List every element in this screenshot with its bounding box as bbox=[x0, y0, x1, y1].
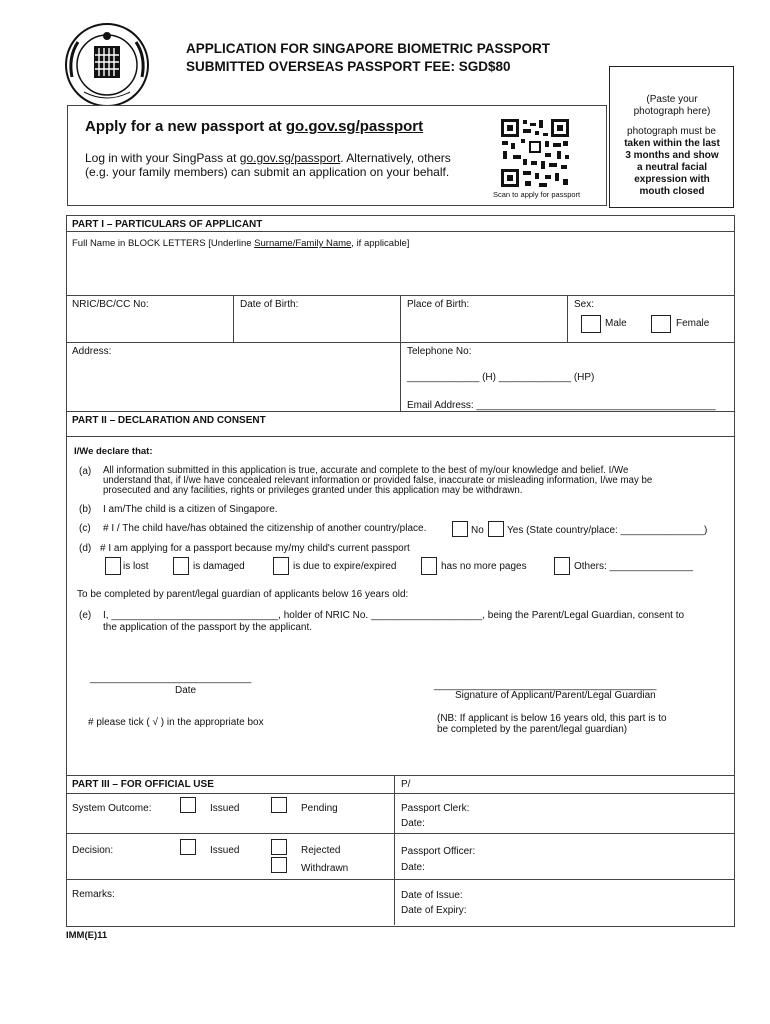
part3-top-divider bbox=[66, 775, 734, 776]
apply-body-prefix: Log in with your SingPass at bbox=[85, 151, 240, 165]
form-title-line2: SUBMITTED OVERSEAS PASSPORT FEE: SGD$80 bbox=[186, 59, 511, 74]
phone-lines[interactable]: _____________ (H) _____________ (HP) bbox=[407, 372, 595, 383]
guardian-note: To be completed by parent/legal guardian of applicants below 16 years old: bbox=[77, 589, 409, 600]
address-input[interactable] bbox=[67, 358, 398, 410]
apply-body-line2: (e.g. your family members) can submit an application on your behalf. bbox=[85, 165, 450, 179]
date-signature-line[interactable]: _____________________________ bbox=[90, 673, 252, 684]
clause-e-line1[interactable]: I, ______________________________, holder of NRIC No. ____________________, being the Parent/Legal Guardian, consent to bbox=[103, 610, 685, 621]
decision-divider bbox=[66, 879, 734, 880]
nric-label: NRIC/BC/CC No: bbox=[72, 299, 149, 310]
damaged-checkbox[interactable] bbox=[173, 557, 189, 575]
clause-a-line1: All information submitted in this application is true, accurate and complete to the best of my/our knowledge and belief. I/We bbox=[103, 465, 629, 476]
outcome-divider bbox=[66, 833, 734, 834]
apply-online-box bbox=[67, 105, 607, 206]
decision-rejected-label: Rejected bbox=[301, 845, 341, 856]
tick-note: # please tick ( √ ) in the appropriate box bbox=[88, 717, 264, 728]
decision-issued-label: Issued bbox=[210, 845, 240, 856]
qr-code[interactable] bbox=[499, 117, 571, 189]
lost-checkbox[interactable] bbox=[105, 557, 121, 575]
part3-title-divider bbox=[66, 793, 734, 794]
photo-requirement-line1: photograph must be bbox=[627, 126, 716, 137]
citizenship-yes-label[interactable]: Yes (State country/place: _______________) bbox=[507, 525, 708, 536]
no-pages-checkbox[interactable] bbox=[421, 557, 437, 575]
address-divider bbox=[400, 342, 401, 412]
female-checkbox[interactable] bbox=[651, 315, 671, 333]
decision-issued-checkbox[interactable] bbox=[180, 839, 196, 855]
part1-title: PART I – PARTICULARS OF APPLICANT bbox=[72, 219, 263, 230]
passport-clerk-label: Passport Clerk: bbox=[401, 803, 470, 814]
clause-a-line2: understand that, if I/we have concealed relevant information or provided false, inaccurate or misleading information, I/we may be bbox=[103, 475, 653, 486]
pob-label: Place of Birth: bbox=[407, 299, 470, 310]
remarks-label: Remarks: bbox=[72, 889, 115, 900]
clause-b-label: (b) bbox=[79, 504, 92, 515]
declare-heading: I/We declare that: bbox=[74, 446, 153, 457]
nb-note-line2: be completed by the parent/legal guardian) bbox=[437, 724, 628, 735]
part1-bottom-divider bbox=[66, 411, 734, 412]
address-label: Address: bbox=[72, 346, 112, 357]
apply-body-suffix: . Alternatively, others bbox=[340, 151, 451, 165]
clause-e-label: (e) bbox=[79, 610, 92, 621]
outcome-pending-label: Pending bbox=[301, 803, 338, 814]
clause-b-text: I am/The child is a citizen of Singapore. bbox=[103, 504, 278, 515]
clause-a-label: (a) bbox=[79, 466, 92, 477]
apply-heading-link[interactable]: go.gov.sg/passport bbox=[285, 118, 424, 135]
others-label[interactable]: Others: _______________ bbox=[574, 561, 693, 572]
male-label: Male bbox=[605, 318, 627, 329]
date-label: Date bbox=[175, 685, 197, 696]
clerk-date-label: Date: bbox=[401, 818, 425, 829]
decision-label: Decision: bbox=[72, 845, 114, 856]
fullname-underline-text: Surname/Family Name bbox=[254, 238, 352, 249]
clause-a-line3: prosecuted and any facilities, rights or privileges granted under this application may be withdrawn. bbox=[103, 485, 523, 496]
female-label: Female bbox=[676, 318, 710, 329]
part2-title-divider bbox=[66, 436, 734, 437]
passport-officer-label: Passport Officer: bbox=[401, 846, 476, 857]
others-checkbox[interactable] bbox=[554, 557, 570, 575]
expire-checkbox[interactable] bbox=[273, 557, 289, 575]
damaged-label: is damaged bbox=[193, 561, 245, 572]
clause-d-label: (d) bbox=[79, 543, 92, 554]
apply-heading bbox=[85, 118, 423, 135]
p-slash-label: P/ bbox=[401, 779, 411, 790]
remarks-input[interactable] bbox=[67, 900, 393, 924]
no-pages-label: has no more pages bbox=[441, 561, 527, 572]
crest-logo bbox=[64, 22, 150, 108]
part3-title: PART III – FOR OFFICIAL USE bbox=[72, 779, 214, 790]
photo-requirement-bold: taken within the last 3 months and show a neutral facial expression with mouth closed bbox=[624, 138, 720, 197]
outcome-issued-checkbox[interactable] bbox=[180, 797, 196, 813]
clause-e-line2: the application of the passport by the applicant. bbox=[103, 622, 313, 633]
dob-label: Date of Birth: bbox=[240, 299, 299, 310]
nb-note-line1: (NB: If applicant is below 16 years old, this part is to bbox=[437, 713, 667, 724]
decision-withdrawn-checkbox[interactable] bbox=[271, 857, 287, 873]
fullname-input[interactable] bbox=[67, 252, 732, 294]
signature-label: Signature of Applicant/Parent/Legal Guardian bbox=[455, 690, 656, 701]
part3-center-divider bbox=[394, 775, 395, 925]
part2-title: PART II – DECLARATION AND CONSENT bbox=[72, 415, 266, 426]
decision-rejected-checkbox[interactable] bbox=[271, 839, 287, 855]
photo-box[interactable] bbox=[609, 66, 734, 208]
fullname-label bbox=[72, 238, 409, 249]
nric-input[interactable] bbox=[67, 311, 232, 341]
sex-label: Sex: bbox=[574, 299, 595, 310]
part1-title-divider bbox=[66, 231, 734, 232]
clause-c-text: # I / The child have/has obtained the citizenship of another country/place. bbox=[103, 523, 427, 534]
email-field[interactable]: Email Address: ___________________________________________ bbox=[407, 400, 716, 411]
fullname-prefix: Full Name in BLOCK LETTERS [Underline bbox=[72, 238, 255, 249]
system-outcome-label: System Outcome: bbox=[72, 803, 152, 814]
outcome-issued-label: Issued bbox=[210, 803, 240, 814]
outcome-pending-checkbox[interactable] bbox=[271, 797, 287, 813]
pob-input[interactable] bbox=[401, 311, 566, 341]
signature-line[interactable]: ________________________________________ bbox=[434, 680, 657, 691]
pob-divider bbox=[567, 295, 568, 342]
citizenship-yes-checkbox[interactable] bbox=[488, 521, 504, 537]
apply-heading-prefix: Apply for a new passport at bbox=[85, 118, 286, 135]
telephone-label: Telephone No: bbox=[407, 346, 472, 357]
officer-date-label: Date: bbox=[401, 862, 425, 873]
date-of-issue-label: Date of Issue: bbox=[401, 890, 463, 901]
photo-paste-text: (Paste your photograph here) bbox=[633, 94, 711, 117]
citizenship-no-label: No bbox=[471, 525, 484, 536]
form-code: IMM(E)11 bbox=[66, 930, 108, 941]
clause-d-text: # I am applying for a passport because my/my child's current passport bbox=[100, 543, 410, 554]
form-title-line1: APPLICATION FOR SINGAPORE BIOMETRIC PASSPORT bbox=[186, 41, 551, 56]
dob-input[interactable] bbox=[234, 311, 399, 341]
clause-c-label: (c) bbox=[79, 523, 91, 534]
citizenship-no-checkbox[interactable] bbox=[452, 521, 468, 537]
lost-label: is lost bbox=[123, 561, 149, 572]
decision-withdrawn-label: Withdrawn bbox=[301, 863, 349, 874]
male-checkbox[interactable] bbox=[581, 315, 601, 333]
expire-label: is due to expire/expired bbox=[293, 561, 397, 572]
fullname-suffix: , if applicable] bbox=[351, 238, 410, 249]
apply-body-line1 bbox=[85, 151, 451, 165]
qr-caption: Scan to apply for passport bbox=[493, 190, 581, 199]
apply-body-link[interactable]: go.gov.sg/passport bbox=[239, 151, 341, 165]
date-of-expiry-label: Date of Expiry: bbox=[401, 905, 467, 916]
